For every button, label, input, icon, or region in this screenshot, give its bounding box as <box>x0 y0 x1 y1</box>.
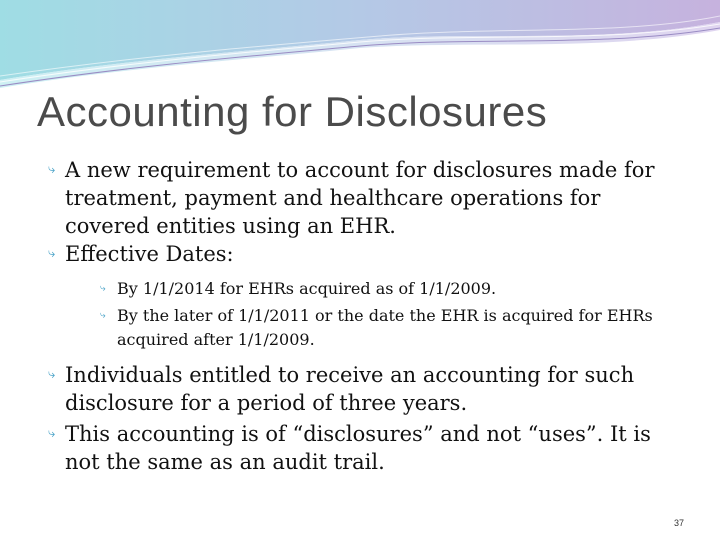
bullet-text: A new requirement to account for disclosures made for treatment, payment and healthcare operations for covered entities using an EHR. <box>65 158 655 238</box>
bullet-item <box>48 240 688 268</box>
bullet-item <box>48 361 688 417</box>
bullet-item <box>48 420 688 476</box>
bullet-text: Individuals entitled to receive an accounting for such disclosure for a period of three years. <box>65 363 635 415</box>
curved-arrow-bullet-icon: ⤷ <box>48 367 56 382</box>
slide-content <box>48 156 688 476</box>
sub-bullet-text: By 1/1/2014 for EHRs acquired as of 1/1/2009. <box>117 279 497 298</box>
page-number: 37 <box>673 518 684 528</box>
curved-arrow-bullet-icon: ⤷ <box>100 283 106 294</box>
slide-title: Accounting for Disclosures <box>37 88 548 135</box>
curved-arrow-bullet-icon: ⤷ <box>100 310 106 321</box>
decorative-top-wave <box>0 0 720 95</box>
bullet-text: Effective Dates: <box>65 242 234 266</box>
curved-arrow-bullet-icon: ⤷ <box>48 246 56 261</box>
bullet-item <box>48 156 688 240</box>
curved-arrow-bullet-icon: ⤷ <box>48 162 56 177</box>
curved-arrow-bullet-icon: ⤷ <box>48 426 56 441</box>
bullet-text: This accounting is of “disclosures” and not “uses”. It is not the same as an audit trail. <box>65 422 651 474</box>
sub-bullet-list <box>100 277 688 352</box>
sub-bullet-item <box>100 304 688 352</box>
sub-bullet-text: By the later of 1/1/2011 or the date the EHR is acquired for EHRs acquired after 1/1/2009. <box>117 306 653 349</box>
sub-bullet-item <box>100 277 688 301</box>
